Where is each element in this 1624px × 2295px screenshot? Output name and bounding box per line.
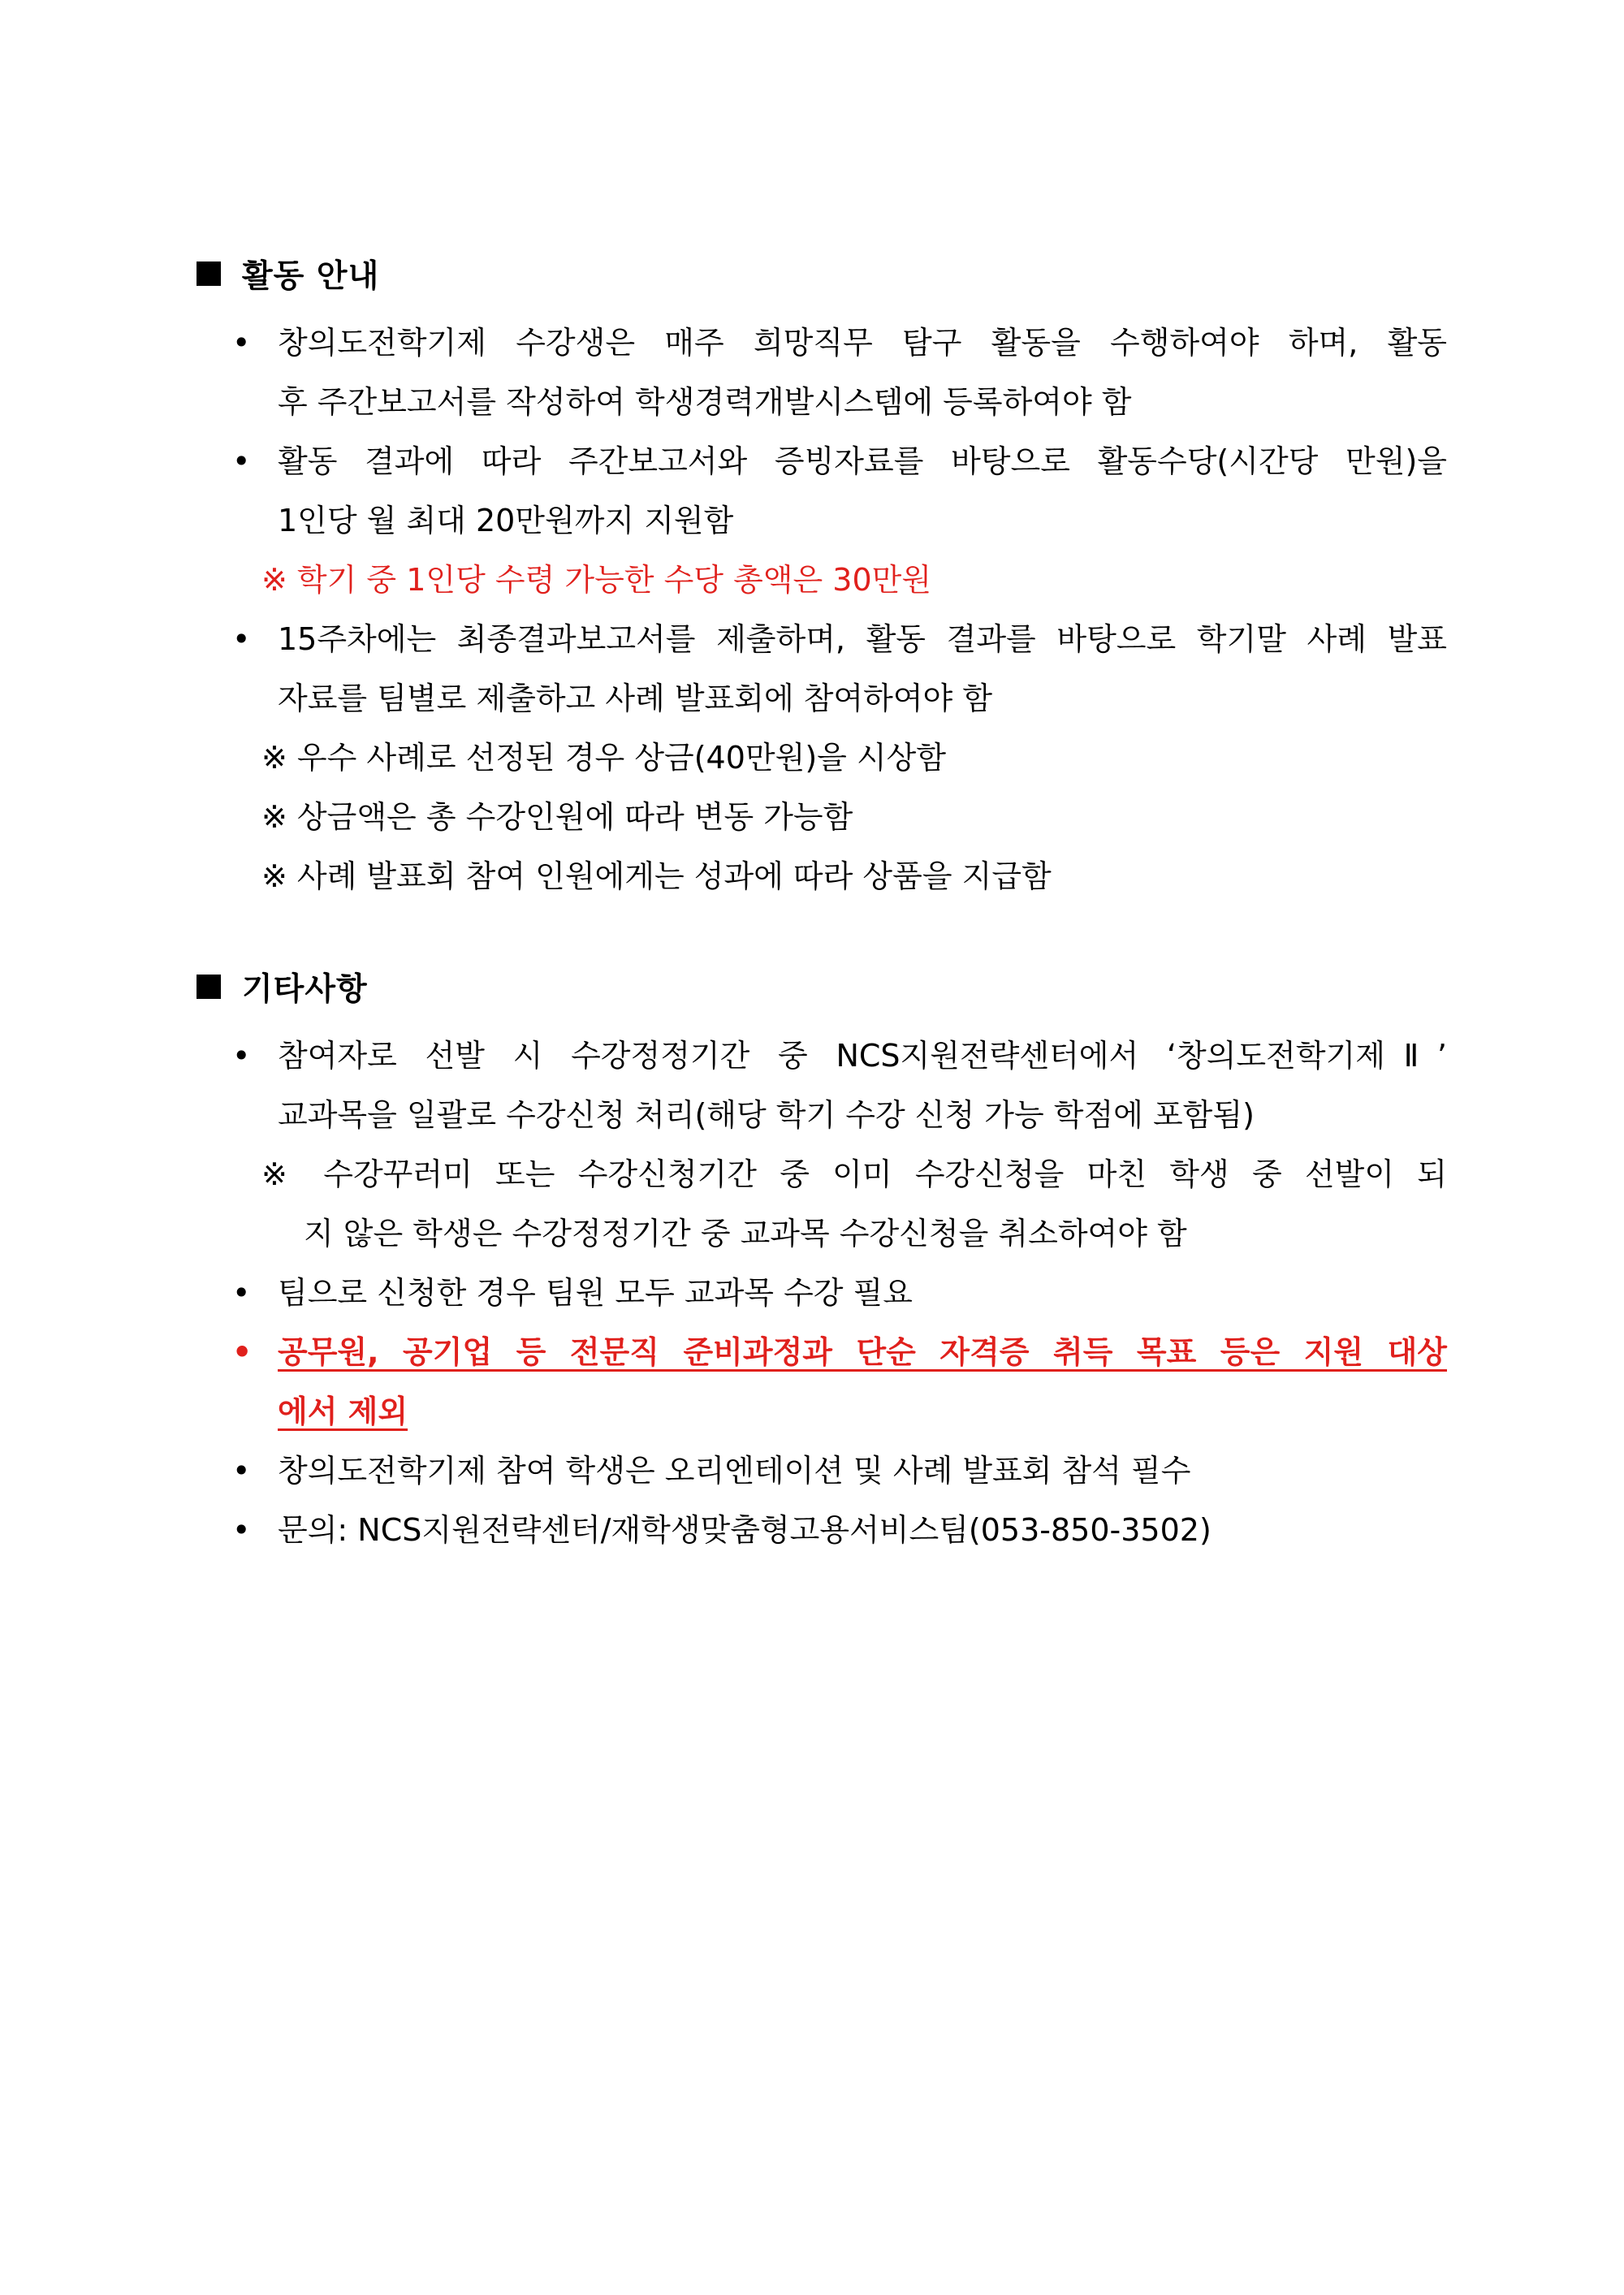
section-title: 활동 안내: [242, 258, 380, 295]
note-text-continued: [197, 1204, 1447, 1264]
bullet-text-continued: [197, 491, 1447, 551]
note-text: 지 않은 학생은 수강정정기간 중 교과목 수강신청을 취소하여야 함: [304, 1216, 1187, 1251]
note-item: [197, 728, 1447, 788]
bullet-dot-icon: •: [232, 621, 251, 657]
bullet-text: 교과목을 일괄로 수강신청 처리(해당 학기 수강 신청 가능 학점에 포함됨): [278, 1097, 1255, 1133]
bullet-text: 자료를 팀별로 제출하고 사례 발표회에 참여하여야 함: [278, 681, 993, 716]
bullet-text-continued: [197, 373, 1447, 432]
bullet-text-continued: [197, 1086, 1447, 1145]
bullet-item: [197, 1501, 1447, 1560]
note-item: [197, 847, 1447, 906]
section-heading: [197, 958, 1447, 1015]
bullet-item: [197, 1264, 1447, 1323]
bullet-text: 팀으로 신청한 경우 팀원 모두 교과목 수강 필요: [278, 1275, 914, 1311]
bullet-text: 15주차에는 최종결과보고서를 제출하며, 활동 결과를 바탕으로 학기말 사례 발표: [278, 621, 1447, 657]
bullet-text: 공무원, 공기업 등 전문직 준비과정과 단순 자격증 취득 목표 등은 지원 대상: [278, 1334, 1447, 1370]
bullet-dot-icon: •: [232, 443, 251, 479]
bullet-text: 참여자로 선발 시 수강정정기간 중 NCS지원전략센터에서 ‘창의도전학기제Ⅱ’: [278, 1038, 1447, 1074]
note-text: ※ 학기 중 1인당 수령 가능한 수당 총액은 30만원: [261, 562, 932, 598]
contact-text: 문의: NCS지원전략센터/재학생맞춤형고용서비스팀(053-850-3502): [278, 1512, 1212, 1548]
section-other-notes: [197, 958, 1447, 1560]
section-heading: [197, 245, 1447, 302]
section-title: 기타사항: [242, 971, 368, 1008]
bullet-dot-icon: •: [232, 1334, 253, 1370]
bullet-item: [197, 432, 1447, 491]
note-text: ※ 우수 사례로 선정된 경우 상금(40만원)을 시상함: [261, 740, 947, 776]
note-item: [197, 788, 1447, 847]
square-bullet-icon: [197, 261, 221, 286]
bullet-item-highlight: [197, 1323, 1447, 1382]
note-text: ※ 수강꾸러미 또는 수강신청기간 중 이미 수강신청을 마친 학생 중 선발이 되: [261, 1156, 1447, 1192]
bullet-dot-icon: •: [232, 1512, 251, 1548]
bullet-dot-icon: •: [232, 1453, 251, 1489]
bullet-text: 활동 결과에 따라 주간보고서와 증빙자료를 바탕으로 활동수당(시간당 만원)을: [278, 443, 1447, 479]
bullet-dot-icon: •: [232, 1275, 251, 1311]
bullet-text: 후 주간보고서를 작성하여 학생경력개발시스템에 등록하여야 함: [278, 384, 1132, 420]
bullet-text: 에서 제외: [278, 1394, 408, 1429]
bullet-text: 창의도전학기제 수강생은 매주 희망직무 탐구 활동을 수행하여야 하며, 활동: [278, 325, 1447, 361]
square-bullet-icon: [197, 975, 221, 999]
bullet-dot-icon: •: [232, 1038, 251, 1074]
bullet-text-continued: [197, 1382, 1447, 1441]
section-activity-guide: [197, 245, 1447, 906]
bullet-text-continued: [197, 669, 1447, 728]
bullet-dot-icon: •: [232, 325, 251, 361]
bullet-item: [197, 610, 1447, 669]
bullet-text: 창의도전학기제 참여 학생은 오리엔테이션 및 사례 발표회 참석 필수: [278, 1453, 1191, 1489]
note-text: ※ 상금액은 총 수강인원에 따라 변동 가능함: [261, 799, 853, 835]
bullet-text: 1인당 월 최대 20만원까지 지원함: [278, 503, 734, 538]
note-text: ※ 사례 발표회 참여 인원에게는 성과에 따라 상품을 지급함: [261, 858, 1052, 894]
note-item: [197, 1145, 1447, 1204]
bullet-item: [197, 313, 1447, 373]
bullet-item: [197, 1441, 1447, 1501]
note-item-highlight: [197, 551, 1447, 610]
bullet-item: [197, 1026, 1447, 1086]
